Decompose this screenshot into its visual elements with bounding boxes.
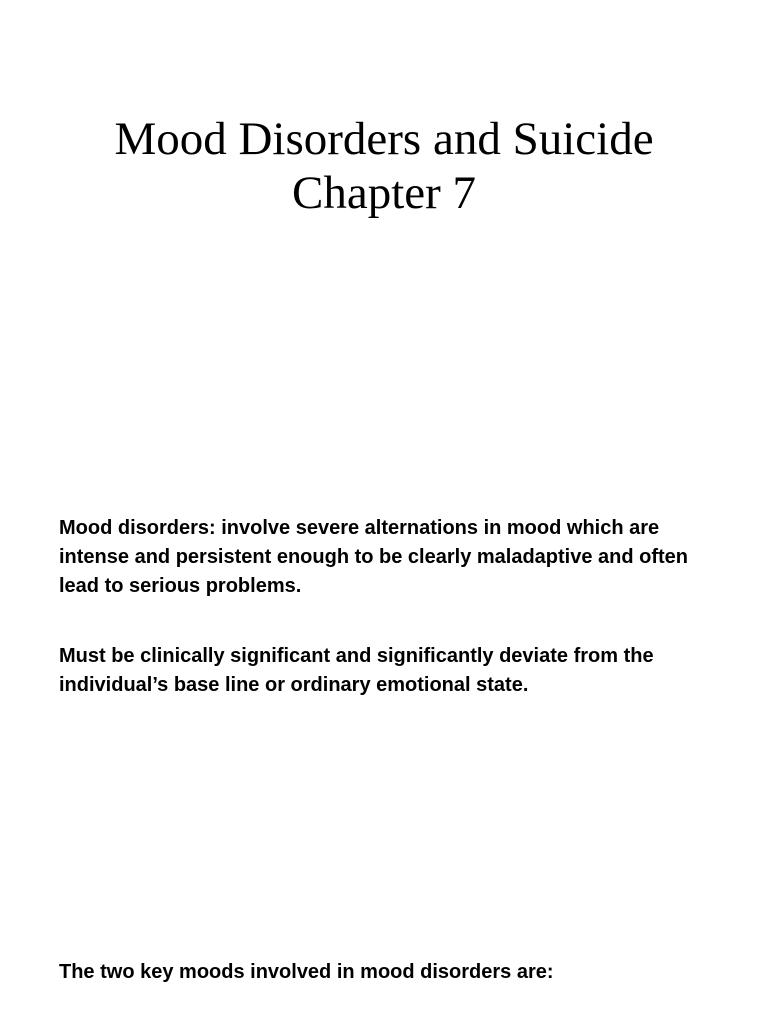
title-line-2: Chapter 7 [291, 167, 477, 219]
page-title [0, 112, 768, 220]
key-moods-paragraph: The two key moods involved in mood disorders are: [59, 961, 554, 983]
clinical-significance-paragraph: Must be clinically significant and significantly deviate from the individual’s base line or ordinary emotional state. [59, 645, 654, 696]
title-line-1: Mood Disorders and Suicide [114, 113, 654, 165]
definition-paragraph: Mood disorders: involve severe alternations in mood which are intense and persistent enough to be clearly maladaptive and often lead to serious problems. [59, 517, 689, 597]
